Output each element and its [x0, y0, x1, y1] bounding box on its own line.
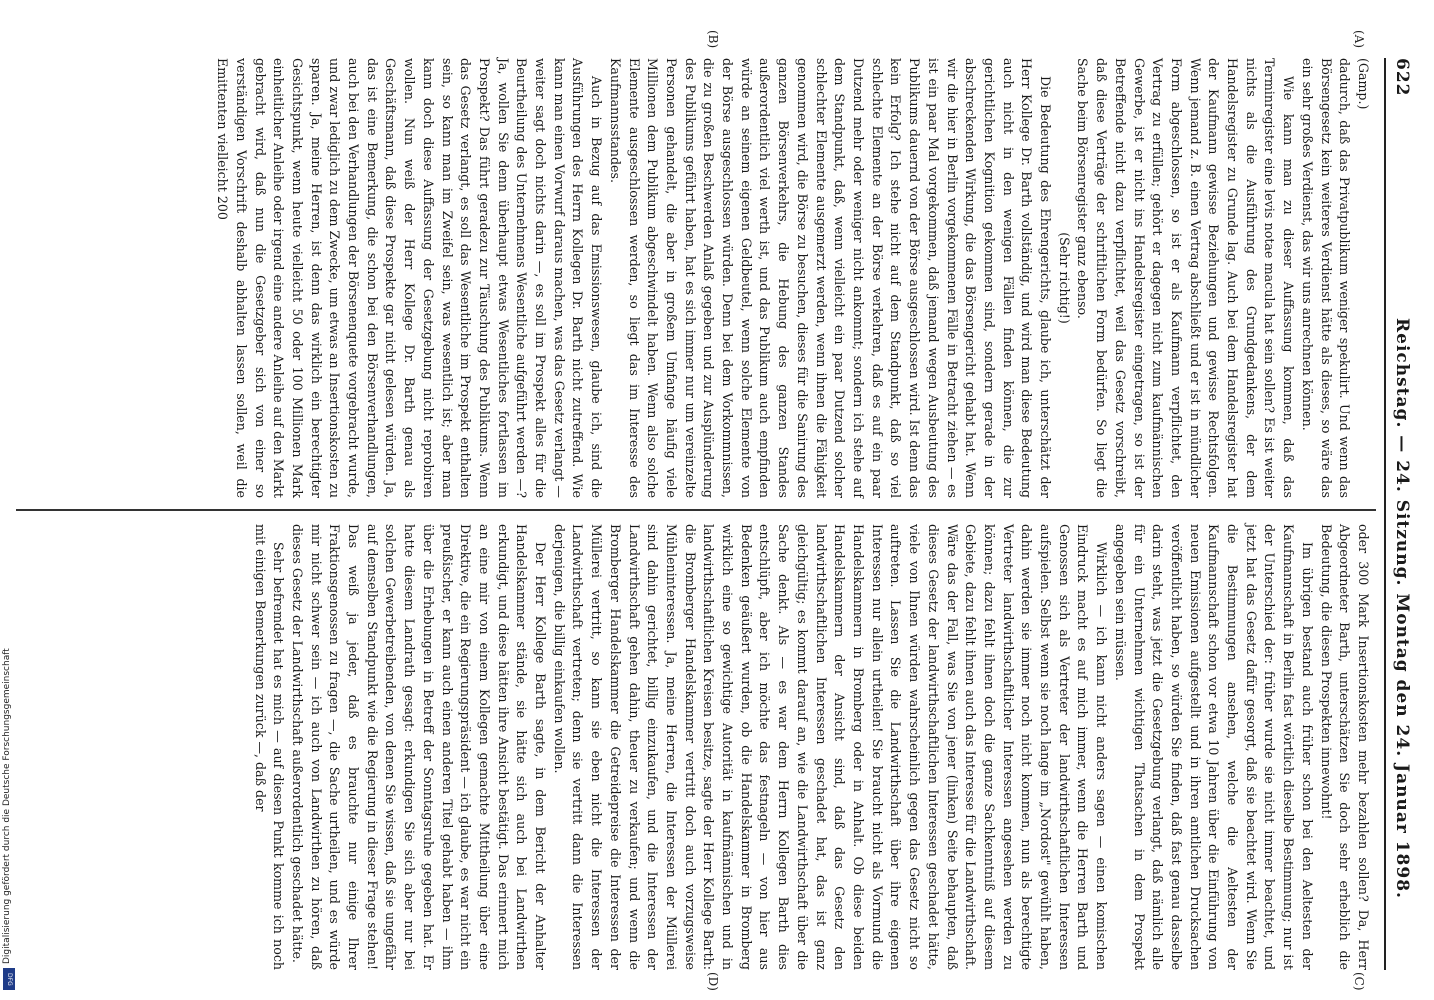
paragraph: Der Herr Kollege Barth sagte, in dem Bericht der Anhalter Handelskammer stände, sie hätte sich auch bei Landwirthen erkundigt, und diese hätten ihre Ansicht bestätigt. Das erinnert mich an eine mir von einem Kollegen gemachte Mittheilung über eine Direktive, die ein Regierungspräsident — ich glaube, es war nicht ein preußischer, er kann auch einen anderen Titel gehabt haben — ihm über die Erhebungen in Betreff der Sonntagsruhe gegeben hat. Er hatte diesem Landrath gesagt: erkundigen Sie sich aber nur bei solchen Gewerbetreibenden, von denen Sie wissen, daß sie ungefähr auf demselben Standpunkt wie die Regierung in dieser Frage stehen! Das weiß ja jeder, daß es brauchte nur einige Ihrer Fraktionsgenossen zu fragen —, die Sache urtheilen, und es würde mir nicht schwer sein — ich auch von Landwirthen zu hören, daß dieses Gesetz der Landwirthschaft außerordentlich geschadet hätte. [289, 524, 549, 970]
right-column [250, 524, 1372, 970]
footer-credit: Digitalisierung gefördert durch die Deutsche Forschungsgemeinschaft [2, 648, 12, 964]
dfg-logo: DFG [3, 968, 15, 990]
margin-marker-c: (C) [1352, 972, 1366, 991]
margin-marker-a: (A) [1352, 30, 1366, 49]
paragraph: Im übrigen bestand auch früher schon bei den Aeltesten der Kaufmannschaft in Berlin fast wörtlich dieselbe Bestimmung; nur ist der Unterschied der: früher wurde sie nicht immer beachtet, und jetzt hat das Gesetz dafür gesorgt, daß sie beachtet wird. Wenn Sie die Bestimmungen ansehen, welche die Aeltesten der Kaufmannschaft schon vor etwa 10 Jahren über die Einführung von neuen Emissionen aufgestellt und in ihren amtlichen Drucksachen veröffentlicht haben, so würden Sie finden, daß fast genau dasselbe darin steht, was jetzt die Gesetzgebung verlangt, daß nämlich alle für ein Unternehmen wichtigen Thatsachen in dem Prospekt angegeben sein müssen. [1112, 524, 1315, 970]
speaker-label: (Gamp.) [1356, 58, 1371, 110]
left-column [212, 58, 1372, 498]
paragraph: Wie kann man zu dieser Auffassung kommen, daß das Terminregister eine levis notae macula hat sein sollen? Es ist weiter nichts als die Ausführung des Grundgedankens, der dem Handelsregister zu Grunde lag. Auch bei dem Handelsregister hat der Kaufmann gewisse Beziehungen und gewisse Rechtsfolgen. Wenn jemand z. B. einen Vertrag abschließt und er ist in mündlicher Form abgeschlossen, so ist er als Kaufmann verpflichtet, den Vertrag zu erfüllen; gehört er dagegen nicht zum kaufmännischen Gewerbe, ist er nicht ins Handelsregister eingetragen, so ist der Betreffende nicht dazu verpflichtet, weil das Gesetz vorschreibt, daß diese Verträge der schriftlichen Form bedürfen. So liegt die Sache beim Börsenregister ganz ebenso. [1075, 58, 1297, 498]
digitization-footer [2, 4, 18, 994]
page-number: 622 [1392, 58, 1412, 97]
paragraph: oder 300 Mark Insertionskosten mehr bezahlen sollen? Da, Herr Abgeordneter Barth, unterschätzen Sie doch sehr erheblich die Bedeutung, die diesen Prospekten innewohnt! [1318, 524, 1371, 970]
paragraph: Auch in Bezug auf das Emissionswesen, glaube ich, sind die Ausführungen des Herrn Kollegen Dr. Barth nicht zutreffend. Wie kann man einen Vorwurf daraus machen, was das Gesetz verlangt — weiter sagt doch nichts darin —, es soll im Prospekt alles für die Beurtheilung des Unternehmens Wesentliche aufgeführt werden —? Ja, wollen Sie denn überhaupt etwas Wesentliches fortlassen im Prospekt? Das führt geradezu zur Täuschung des Publikums. Wenn das Gesetz verlangt, es soll das Wesentliche im Prospekt enthalten sein, so kann man im Zweifel sein, was wesentlich ist; aber man kann doch diese Auffassung der Gesetzgebung nicht reprobiren wollen. Nun weiß der Herr Kollege Dr. Barth genau als Geschäftsmann, daß diese Prospekte gar nicht gelesen würden. Ja, das ist eine Bemerkung, die schon bei den Börsenverhandlungen, auch bei den Verhandlungen der Börsenenquete vorgebracht wurde, und zwar lediglich zu dem Zwecke, um etwas an Insertionskosten zu sparen. Ja, meine Herren, ist denn das wirklich ein berechtigter Gesichtspunkt, wenn heute vielleicht 50 oder 100 Millionen Mark einheitlicher Anleihe oder irgend eine andere Anleihe auf den Markt gebracht wird, daß nun die Gesetzgeber sich von einer so verständigen Vorschrift deshalb abhalten lassen sollen, weil die Emittenten vielleicht 200 [215, 58, 605, 498]
page-title: Reichstag. — 24. Sitzung. Montag den 24. Januar 1898. [1392, 318, 1412, 899]
paragraph: Sehr befremdet hat es mich — auf diesen Punkt komme ich noch mit einigen Bemerkungen zurück —, daß der [252, 524, 287, 970]
paragraph: Wirklich — ich kann nicht anders sagen — einen komischen Eindruck macht es auf mich immer, wenn die Herren Barth und Genossen sich als Vertreter der landwirthschaftlichen Interessen aufspielen. Selbst wenn sie noch lange im „Nordost" gewühlt haben, dahin werden sie immer noch nicht kommen, nun als berechtigte Vertreter landwirthschaftlicher Interessen angesehen werden zu können; dazu fehlt ihnen doch die ganze Sachkenntniß auf diesem Gebiete, dazu fehlt ihnen auch das Interesse für die Landwirthschaft. Wäre das der Fall, was Sie von jener (linken) Seite behaupten, daß dieses Gesetz der landwirthschaftlichen Interessen geschadet hätte, viele von Ihnen würden wahrscheinlich gegen das Gesetz nicht so auftreten. Lassen Sie die Landwirthschaft über ihre eigenen Interessen nur allein urtheilen! Sie braucht nicht als Vormund die Handelskammern in Bromberg oder in Anhalt. Ob diese beiden Handelskammern der Ansicht sind, daß das Gesetz den landwirthschaftlichen Interessen geschadet hat, das ist ganz gleichgültig; es kommt darauf an, wie die Landwirthschaft über die Sache denkt. Als — es war dem Herrn Kollegen Barth dies entschlüpft, aber ich möchte das festnageln — von hier aus Bedenken geäußert wurden, ob die Handelskammer in Bromberg wirklich eine so gewichtige Autorität in kaufmännischen und in landwirthschaftlichen Kreisen besitze, sagte der Herr Kollege Barth: die Bromberger Handelskammer vertritt doch auch vorzugsweise Mühleninteressen. Ja, meine Herren, die Interessen der Müllerei sind dahin gerichtet, billig einzukaufen, und die Interessen der Landwirthschaft gehen dahin, theuer zu verkaufen; und wenn die Bromberger Handelskammer die Getreidepreise die Interessen der Müllerei vertritt, so kann sie eben nicht die Interessen der Landwirthschaft vertreten; denn sie vertritt dann die Interessen derjenigen, die billig einkaufen wollen. [551, 524, 1110, 970]
margin-marker-d: (D) [706, 972, 720, 991]
column-divider [16, 509, 1376, 511]
margin-marker-b: (B) [706, 30, 720, 49]
interjection: (Sehr richtig!) [1056, 232, 1072, 324]
paragraph: Die Bedeutung des Ehrengerichts, glaube ich, unterschätzt der Herr Kollege Dr. Barth vollständig, und wird man diese Bedeutung auch nicht in den wenigen Fällen finden können, die zur gerichtlichen Kognition gekommen sind, sondern gerade in der abschreckenden Wirkung, die das Börsengericht gehabt hat. Wenn wir die hier in Berlin vorgekommenen Fälle in Betracht ziehen — es ist ein paar Mal vorgekommen, daß jemand wegen Ausbeutung des Publikums dauernd von der Börse ausgeschlossen wird. Ist denn das kein Erfolg? Ich stehe nicht auf dem Standpunkt, daß so viel schlechte Elemente an der Börse verkehren, daß es auf ein paar Dutzend mehr oder weniger nicht ankommt; sondern ich stehe auf dem Standpunkt, daß, wenn vielleicht ein paar Dutzend solcher schlechter Elemente ausgemerzt werden, wenn ihnen die Fähigkeit genommen wird, die Börse zu besuchen, dieses für die Sanirung des ganzen Börsenverkehrs, die Hebung des ganzen Standes außerordentlich viel werth ist, und das Publikum auch empfinden würde an seinem eigenen Geldbeutel, wenn solche Elemente von der Börse ausgeschlossen würden. Denn bei dem Vorkommnissen, die zu großen Beschwerden Anlaß gegeben und zur Ausplünderung des Publikums geführt haben, hat es sich immer nur um vereinzelte Personen gehandelt, die aber in großem Umfange häufig viele Millionen dem Publikum abgeschwindelt haben. Wenn also solche Elemente ausgeschlossen werden, so liegt das im Interesse des Kaufmannsstandes. [607, 58, 1054, 498]
page-header [1384, 58, 1414, 970]
paragraph: dadurch, daß das Privatpublikum weniger spekulirt. Und wenn das Börsengesetz kein weiteres Verdienst hätte als dieses, so wäre das ein sehr großes Verdienst, das wir uns anrechnen können. [1299, 58, 1353, 498]
